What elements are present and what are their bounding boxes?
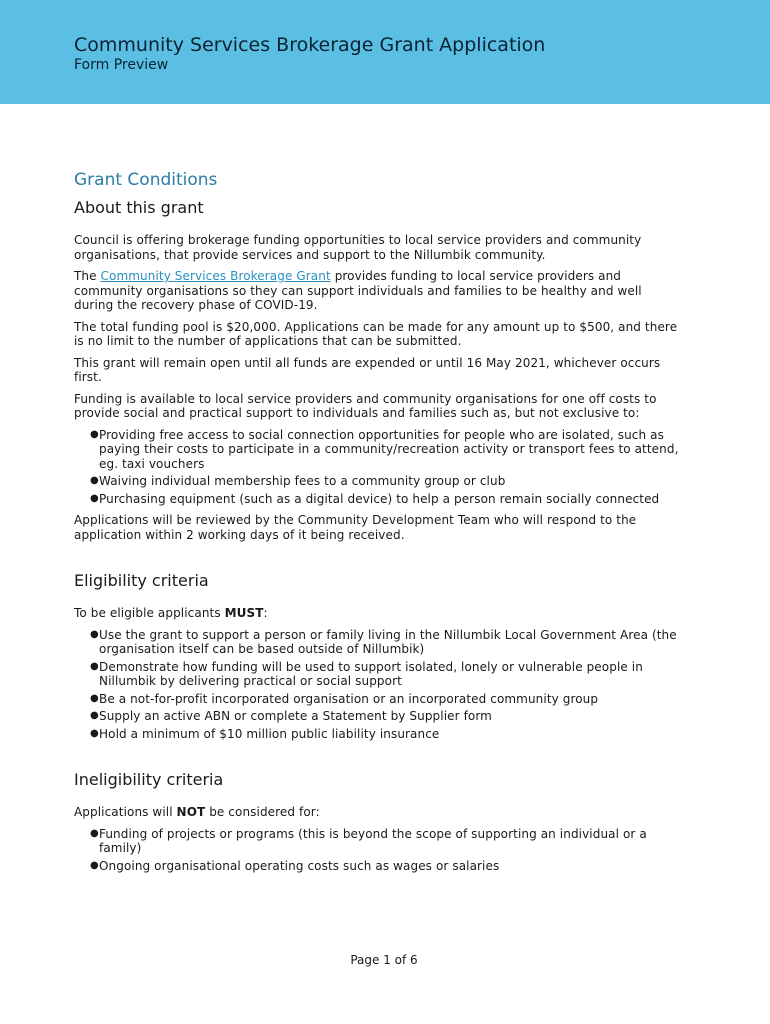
bullet-icon: ● — [90, 859, 99, 871]
grant-conditions-heading: Grant Conditions — [74, 170, 218, 190]
list-item-text: Funding of projects or programs (this is beyond the scope of supporting an individual or a family) — [99, 826, 647, 855]
list-item-text: Providing free access to social connection opportunities for people who are isolated, such as paying their costs to participate in a community/recreation activity or transport fees to attend, eg. taxi vouchers — [99, 427, 679, 471]
bullet-icon: ● — [90, 475, 99, 486]
eligibility-list — [74, 628, 684, 742]
eligibility-intro-suffix: : — [263, 606, 268, 620]
about-paragraph-1: Council is offering brokerage funding opportunities to local service providers and community organisations, that provide services and support to the Nillumbik community. — [74, 233, 642, 262]
list-item-text: Ongoing organisational operating costs such as wages or salaries — [99, 858, 500, 873]
list-item-text: Purchasing equipment (such as a digital device) to help a person remain socially connected — [99, 491, 660, 506]
list-item-text: Supply an active ABN or complete a Statement by Supplier form — [99, 709, 492, 723]
ineligibility-intro-prefix: Applications will — [74, 805, 177, 819]
list-item-text: Waiving individual membership fees to a community group or club — [99, 474, 506, 488]
brokerage-grant-link[interactable]: Community Services Brokerage Grant — [100, 269, 331, 283]
list-item — [90, 660, 684, 689]
list-item — [90, 709, 684, 724]
list-item-text: Be a not-for-profit incorporated organisation or an incorporated community group — [99, 691, 599, 706]
list-item — [90, 428, 684, 472]
about-paragraph-5: Funding is available to local service providers and community organisations for one off costs to provide social and practical support to individuals and families such as, but not exclusive to: — [74, 391, 657, 420]
page-header — [0, 0, 770, 104]
ineligibility-intro-bold: NOT — [176, 805, 206, 819]
about-grant-heading: About this grant — [74, 198, 204, 217]
bullet-icon: ● — [90, 727, 99, 739]
about-paragraph-2 — [74, 269, 684, 313]
ineligibility-intro-suffix: be considered for: — [205, 805, 320, 819]
about-paragraph-3: The total funding pool is $20,000. Applications can be made for any amount up to $500, and there is no limit to the number of applications that can be submitted. — [74, 319, 678, 348]
ineligibility-intro — [74, 805, 684, 820]
bullet-icon: ● — [90, 628, 99, 640]
list-item — [90, 628, 684, 657]
about-paragraph-4: This grant will remain open until all funds are expended or until 16 May 2021, whichever occurs first. — [74, 355, 661, 384]
form-subtitle: Form Preview — [74, 57, 169, 73]
eligibility-intro — [74, 606, 684, 621]
bullet-icon: ● — [90, 827, 99, 839]
eligibility-intro-prefix: To be eligible applicants — [74, 606, 225, 620]
about-paragraph-6: Applications will be reviewed by the Community Development Team who will respond to the application within 2 working days of it being received. — [74, 513, 637, 542]
bullet-icon: ● — [90, 428, 99, 440]
list-item — [90, 727, 684, 742]
list-item — [90, 859, 684, 874]
page-footer — [0, 953, 770, 967]
ineligibility-list — [74, 827, 684, 874]
list-item-text: Hold a minimum of $10 million public liability insurance — [99, 726, 440, 741]
list-item — [90, 492, 684, 507]
p2-suffix: provides funding to local service providers and community organisations so they can support individuals and families to be healthy and well during the recovery phase of COVID-19. — [74, 269, 642, 312]
p2-prefix: The — [74, 269, 101, 283]
bullet-icon: ● — [90, 710, 99, 721]
bullet-icon: ● — [90, 660, 99, 672]
list-item — [90, 692, 684, 707]
list-item — [90, 474, 684, 489]
ineligibility-heading: Ineligibility criteria — [74, 770, 224, 789]
eligibility-intro-bold: MUST — [224, 606, 264, 620]
list-item-text: Demonstrate how funding will be used to support isolated, lonely or vulnerable people in Nillumbik by delivering practical or social support — [99, 659, 643, 688]
bullet-icon: ● — [90, 692, 99, 704]
list-item — [90, 827, 684, 856]
list-item-text: Use the grant to support a person or family living in the Nillumbik Local Government Area (the organisation itself can be based outside of Nillumbik) — [99, 627, 677, 656]
page-number: Page 1 of 6 — [350, 953, 418, 967]
form-title: Community Services Brokerage Grant Application — [74, 34, 546, 56]
document-content — [74, 170, 684, 880]
eligibility-heading: Eligibility criteria — [74, 571, 209, 590]
bullet-icon: ● — [90, 492, 99, 504]
funding-examples-list — [74, 428, 684, 507]
